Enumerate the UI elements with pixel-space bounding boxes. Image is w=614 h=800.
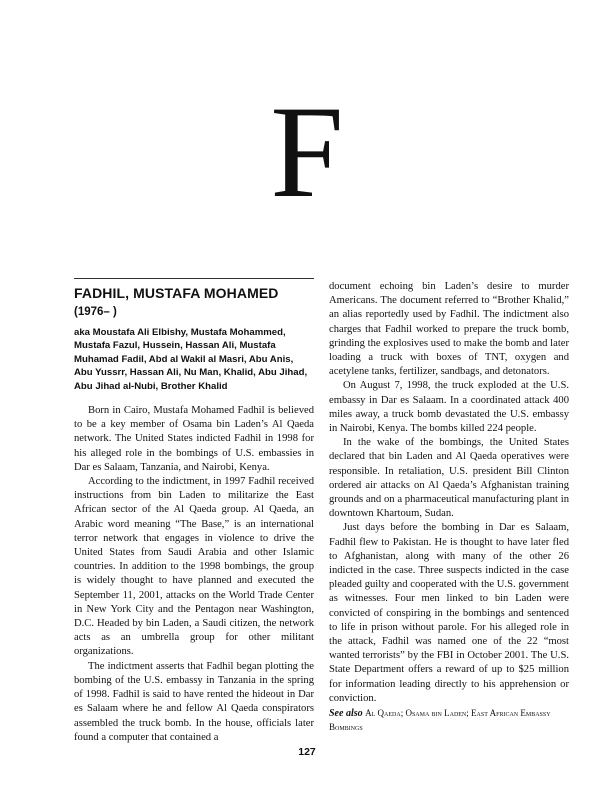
left-column [74,278,314,745]
body-paragraph: Just days before the bombing in Dar es Salaam, Fadhil flew to Pakistan. He is thought to have later fled to Afghanistan, along with many of the other 26 indicted in the case. Three suspects indicted in the case pleaded guilty and cooperated with the U.S. government as witnesses. Four men linked to bin Laden were convicted of conspiring in the bombings and sentenced to life in prison without parole. For his alleged role in the attack, Fadhil was named one of the 22 “most wanted terrorists” by the FBI in October 2001. The U.S. State Department offers a reward of up to $25 million for information leading directly to his apprehension or conviction. [329,522,569,704]
body-paragraph: On August 7, 1998, the truck exploded at the U.S. embassy in Dar es Salaam. In a coordinated attack 400 miles away, a truck bomb devastated the U.S. embassy in Nairobi, Kenya. The bombs killed 224 people. [329,380,569,435]
page-number: 127 [298,746,316,758]
body-paragraph: In the wake of the bombings, the United States declared that bin Laden and Al Qaeda operatives were responsible. In retaliation, U.S. president Bill Clinton ordered air attacks on Al Qaeda’s Afghanistan training grounds and on a pharmaceutical manufacturing plant in downtown Khartoum, Sudan. [329,437,569,520]
chapter-letter: F [270,78,344,225]
see-also [329,707,569,734]
see-also-references: Al Qaeda; Osama bin Laden; East African Embassy Bombings [329,708,551,732]
entry-aliases: aka Moustafa Ali Elbishy, Mustafa Mohammed, Mustafa Fazul, Hussein, Hassan Ali, Mustafa Muhamad Fadil, Abd al Wakil al Masri, Abu Anis, Abu Yussrr, Hassan Ali, Nu Man, Khalid, Abu Jihad, Abu Jihad al-Nubi, Brother Khalid [74,327,308,392]
body-paragraph: document echoing bin Laden’s desire to murder Americans. The document referred to “Brother Khalid,” an alias reportedly used by Fadhil. The indictment also charges that Fadhil worked to prepare the truck bomb, grinding the explosives used to make the bomb and later loading a truck with boxes of TNT, oxygen and acetylene tanks, fertilizer, sandbags, and detonators. [329,281,569,378]
entry-rule [74,278,314,279]
body-paragraph: The indictment asserts that Fadhil began plotting the bombing of the U.S. embassy in Tanzania in the spring of 1998. Fadhil is said to have rented the hideout in Dar es Salaam where he and fellow Al Qaeda conspirators assembled the truck bomb. In the house, officials later found a computer that contained a [74,660,314,743]
right-column [329,280,569,734]
body-paragraph: Born in Cairo, Mustafa Mohamed Fadhil is believed to be a key member of Osama bin Laden’s Al Qaeda network. The United States indicted Fadhil in 1998 for his alleged role in the bombings of U.S. embassies in Dar es Salaam, Tanzania, and Nairobi, Kenya. [74,405,314,473]
see-also-label: See also [329,708,363,720]
entry-dates: (1976– ) [74,306,117,318]
body-paragraph: According to the indictment, in 1997 Fadhil received instructions from bin Laden to militarize the East African sector of the Al Qaeda group. Al Qaeda, an Arabic word meaning “The Base,” is an international terror network that engages in violence to drive the United States from Saudi Arabia and other Islamic countries. In addition to the 1998 bombings, the group is widely thought to have planned and executed the September 11, 2001, attacks on the World Trade Center in New York City and the Pentagon near Washington, D.C. Headed by bin Laden, a Saudi citizen, the network acts as an umbrella group for other militant organizations. [74,476,314,658]
entry-title: FADHIL, MUSTAFA MOHAMED [74,285,279,301]
